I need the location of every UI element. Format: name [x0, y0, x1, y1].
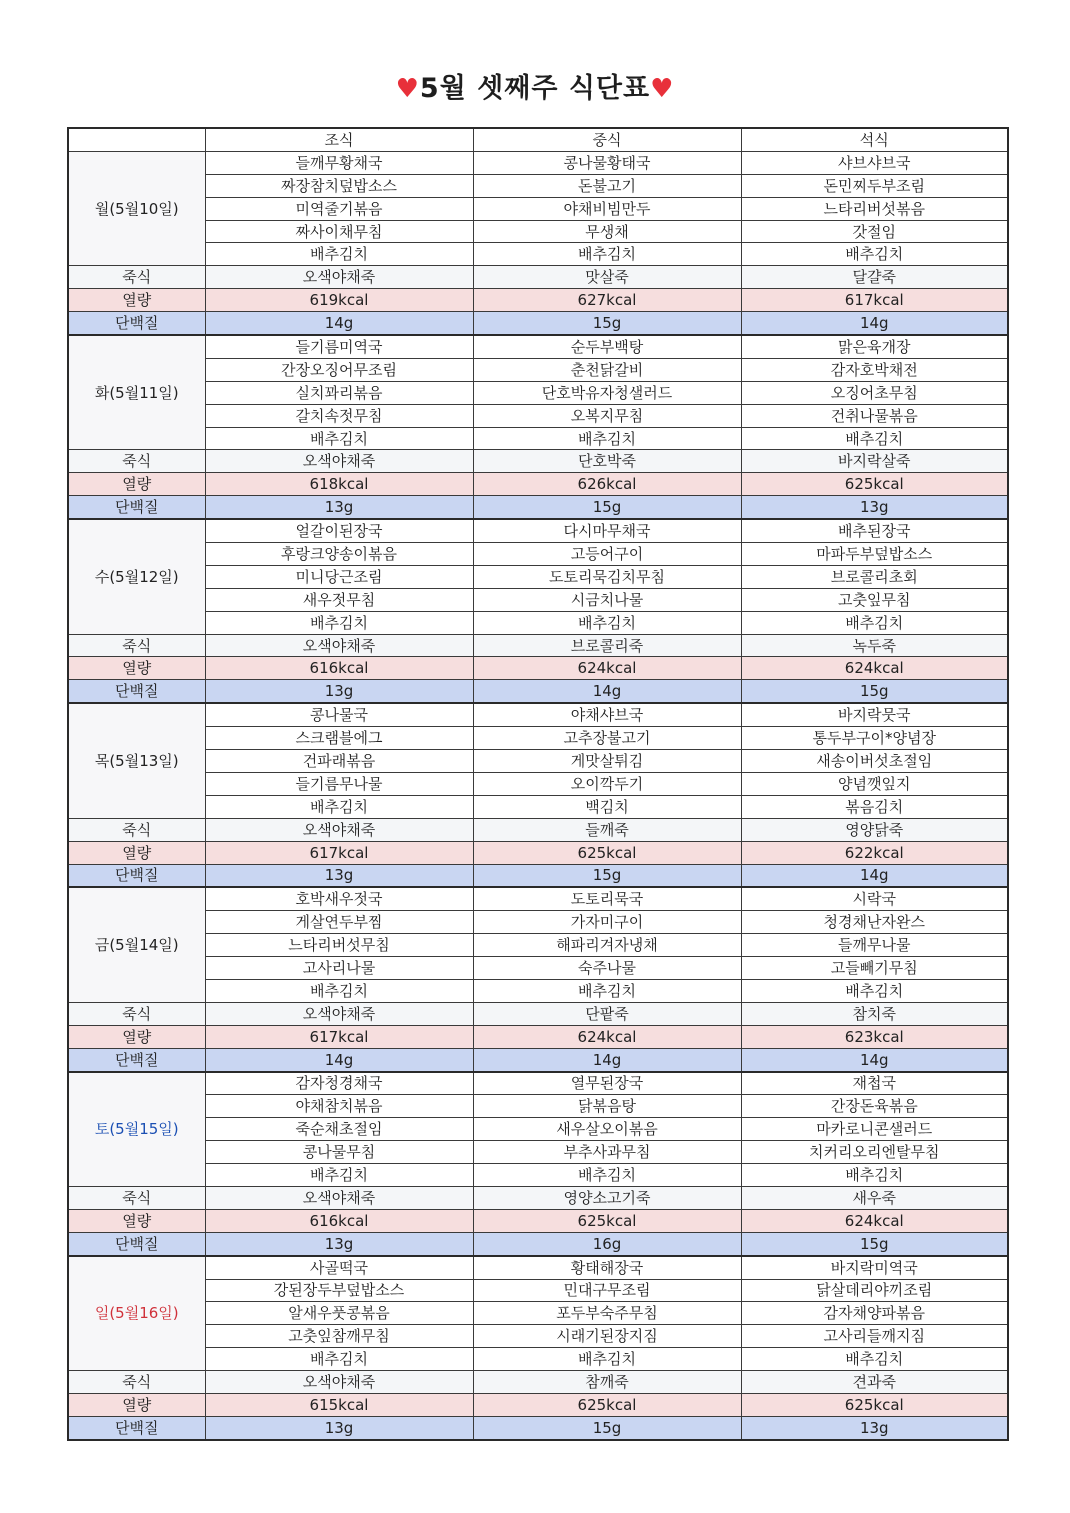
juk-row-label: 죽식 — [68, 818, 205, 841]
juk-row-value: 바지락살죽 — [741, 450, 1008, 473]
page-title — [0, 66, 1070, 105]
protein-row — [68, 680, 1008, 703]
header-row — [68, 128, 1008, 151]
dish-cell: 통두부구이*양념장 — [741, 727, 1008, 750]
dish-cell: 새우젓무침 — [205, 588, 473, 611]
kcal-row-value: 625kcal — [473, 1393, 741, 1416]
header-cell — [68, 128, 205, 151]
dish-cell: 감자청경채국 — [205, 1072, 473, 1095]
dish-cell: 시락국 — [741, 887, 1008, 910]
kcal-row-value: 624kcal — [741, 657, 1008, 680]
dish-cell: 맑은육개장 — [741, 335, 1008, 358]
protein-row-value: 15g — [473, 1416, 741, 1439]
kcal-row-value: 625kcal — [473, 841, 741, 864]
kcal-row-value: 625kcal — [741, 473, 1008, 496]
dish-row — [68, 703, 1008, 726]
juk-row-label: 죽식 — [68, 1186, 205, 1209]
dish-cell: 민대구무조림 — [473, 1279, 741, 1302]
kcal-row-value: 622kcal — [741, 841, 1008, 864]
protein-row — [68, 312, 1008, 335]
dish-row — [68, 543, 1008, 566]
header-breakfast: 조식 — [205, 128, 473, 151]
dish-row — [68, 887, 1008, 910]
dish-cell: 시금치나물 — [473, 588, 741, 611]
kcal-row — [68, 1393, 1008, 1416]
dish-cell: 콩나물국 — [205, 703, 473, 726]
juk-row-value: 달걀죽 — [741, 266, 1008, 289]
title-text: 5월 셋째주 식단표 — [419, 73, 651, 104]
protein-row-value: 14g — [741, 864, 1008, 887]
dish-row — [68, 220, 1008, 243]
protein-row-label: 단백질 — [68, 864, 205, 887]
kcal-row-value: 617kcal — [741, 289, 1008, 312]
dish-cell: 무생채 — [473, 220, 741, 243]
dish-cell: 배추김치 — [205, 1348, 473, 1371]
dish-cell: 춘천닭갈비 — [473, 358, 741, 381]
dish-row — [68, 750, 1008, 773]
dish-cell: 죽순채초절임 — [205, 1118, 473, 1141]
juk-row-value: 참치죽 — [741, 1002, 1008, 1025]
dish-cell: 배추김치 — [205, 979, 473, 1002]
protein-row-value: 13g — [205, 1416, 473, 1439]
kcal-row-value: 625kcal — [473, 1209, 741, 1232]
juk-row — [68, 1186, 1008, 1209]
dish-cell: 마파두부덮밥소스 — [741, 543, 1008, 566]
dish-cell: 간장돈육볶음 — [741, 1095, 1008, 1118]
dish-cell: 배추김치 — [205, 243, 473, 266]
dish-cell: 느타리버섯무침 — [205, 934, 473, 957]
dish-cell: 배추김치 — [473, 1164, 741, 1187]
dish-row — [68, 335, 1008, 358]
protein-row-label: 단백질 — [68, 496, 205, 519]
protein-row-value: 15g — [473, 312, 741, 335]
dish-cell: 오징어초무침 — [741, 381, 1008, 404]
dish-cell: 간장오징어무조림 — [205, 358, 473, 381]
kcal-row — [68, 841, 1008, 864]
dish-cell: 게맛살튀김 — [473, 750, 741, 773]
kcal-row — [68, 1025, 1008, 1048]
dish-cell: 야채샤브국 — [473, 703, 741, 726]
dish-cell: 알새우풋콩볶음 — [205, 1302, 473, 1325]
protein-row-label: 단백질 — [68, 1048, 205, 1071]
dish-cell: 브로콜리초회 — [741, 565, 1008, 588]
dish-cell: 가자미구이 — [473, 911, 741, 934]
protein-row-value: 13g — [741, 1416, 1008, 1439]
protein-row-value: 16g — [473, 1232, 741, 1255]
day-label: 목(5월13일) — [68, 703, 205, 818]
header-lunch: 중식 — [473, 128, 741, 151]
protein-row-value: 14g — [205, 1048, 473, 1071]
dish-cell: 갈치속젓무침 — [205, 404, 473, 427]
day-label: 금(5월14일) — [68, 887, 205, 1002]
juk-row-label: 죽식 — [68, 1002, 205, 1025]
dish-cell: 배추김치 — [473, 979, 741, 1002]
day-label: 화(5월11일) — [68, 335, 205, 450]
dish-cell: 들기름무나물 — [205, 772, 473, 795]
dish-cell: 순두부백탕 — [473, 335, 741, 358]
dish-cell: 야채비빔만두 — [473, 197, 741, 220]
dish-cell: 배추김치 — [473, 427, 741, 450]
dish-cell: 닭살데리야끼조림 — [741, 1279, 1008, 1302]
protein-row-value: 15g — [473, 496, 741, 519]
kcal-row-value: 624kcal — [741, 1209, 1008, 1232]
dish-cell: 감자호박채전 — [741, 358, 1008, 381]
protein-row-value: 14g — [473, 680, 741, 703]
juk-row-value: 맛살죽 — [473, 266, 741, 289]
dish-cell: 바지락뭇국 — [741, 703, 1008, 726]
dish-cell: 배추된장국 — [741, 519, 1008, 542]
dish-cell: 볶음김치 — [741, 795, 1008, 818]
protein-row — [68, 1048, 1008, 1071]
protein-row-value: 14g — [741, 312, 1008, 335]
dish-cell: 미니당근조림 — [205, 565, 473, 588]
kcal-row-value: 623kcal — [741, 1025, 1008, 1048]
meal-table-body — [68, 151, 1008, 1439]
kcal-row — [68, 473, 1008, 496]
dish-cell: 도토리묵김치무침 — [473, 565, 741, 588]
dish-cell: 야채참치볶음 — [205, 1095, 473, 1118]
dish-row — [68, 565, 1008, 588]
dish-row — [68, 174, 1008, 197]
dish-cell: 시래기된장지짐 — [473, 1325, 741, 1348]
dish-row — [68, 1302, 1008, 1325]
protein-row-value: 13g — [205, 1232, 473, 1255]
protein-row — [68, 1416, 1008, 1439]
protein-row-label: 단백질 — [68, 1416, 205, 1439]
protein-row-value: 14g — [741, 1048, 1008, 1071]
kcal-row-value: 617kcal — [205, 1025, 473, 1048]
kcal-row-value: 624kcal — [473, 1025, 741, 1048]
dish-cell: 느타리버섯볶음 — [741, 197, 1008, 220]
dish-cell: 건파래볶음 — [205, 750, 473, 773]
juk-row-value: 참깨죽 — [473, 1371, 741, 1394]
juk-row-value: 오색야채죽 — [205, 450, 473, 473]
juk-row-value: 오색야채죽 — [205, 1186, 473, 1209]
kcal-row-value: 616kcal — [205, 1209, 473, 1232]
dish-cell: 오이깍두기 — [473, 772, 741, 795]
dish-cell: 배추김치 — [741, 979, 1008, 1002]
kcal-row-value: 627kcal — [473, 289, 741, 312]
juk-row — [68, 818, 1008, 841]
protein-row-value: 14g — [205, 312, 473, 335]
kcal-row-label: 열량 — [68, 1025, 205, 1048]
dish-cell: 샤브샤브국 — [741, 151, 1008, 174]
juk-row-value: 녹두죽 — [741, 634, 1008, 657]
dish-cell: 게살연두부찜 — [205, 911, 473, 934]
juk-row-label: 죽식 — [68, 1371, 205, 1394]
kcal-row-value: 624kcal — [473, 657, 741, 680]
dish-row — [68, 1095, 1008, 1118]
protein-row-value: 15g — [741, 680, 1008, 703]
protein-row-label: 단백질 — [68, 312, 205, 335]
kcal-row-value: 617kcal — [205, 841, 473, 864]
juk-row-value: 들깨죽 — [473, 818, 741, 841]
kcal-row-label: 열량 — [68, 841, 205, 864]
dish-cell: 부추사과무침 — [473, 1141, 741, 1164]
dish-cell: 배추김치 — [741, 427, 1008, 450]
protein-row-value: 13g — [741, 496, 1008, 519]
dish-cell: 들깨무황채국 — [205, 151, 473, 174]
dish-cell: 들깨무나물 — [741, 934, 1008, 957]
dish-row — [68, 795, 1008, 818]
juk-row-value: 오색야채죽 — [205, 634, 473, 657]
juk-row-label: 죽식 — [68, 634, 205, 657]
juk-row — [68, 450, 1008, 473]
dish-cell: 백김치 — [473, 795, 741, 818]
dish-cell: 닭볶음탕 — [473, 1095, 741, 1118]
kcal-row-value: 615kcal — [205, 1393, 473, 1416]
day-label: 토(5월15일) — [68, 1072, 205, 1187]
protein-row — [68, 1232, 1008, 1255]
dish-cell: 고춧잎무침 — [741, 588, 1008, 611]
heart-icon: ♥ — [650, 74, 675, 104]
kcal-row-label: 열량 — [68, 1393, 205, 1416]
day-label: 수(5월12일) — [68, 519, 205, 634]
kcal-row-value: 619kcal — [205, 289, 473, 312]
dish-cell: 돈불고기 — [473, 174, 741, 197]
dish-cell: 포두부숙주무침 — [473, 1302, 741, 1325]
dish-cell: 감자채양파볶음 — [741, 1302, 1008, 1325]
dish-row — [68, 934, 1008, 957]
dish-cell: 후랑크양송이볶음 — [205, 543, 473, 566]
dish-cell: 고사리들깨지짐 — [741, 1325, 1008, 1348]
dish-row — [68, 727, 1008, 750]
dish-cell: 강된장두부덮밥소스 — [205, 1279, 473, 1302]
dish-cell: 배추김치 — [741, 1348, 1008, 1371]
protein-row — [68, 864, 1008, 887]
juk-row-value: 오색야채죽 — [205, 818, 473, 841]
dish-cell: 바지락미역국 — [741, 1256, 1008, 1279]
kcal-row — [68, 1209, 1008, 1232]
kcal-row-value: 625kcal — [741, 1393, 1008, 1416]
protein-row — [68, 496, 1008, 519]
day-label: 일(5월16일) — [68, 1256, 205, 1371]
dish-cell: 짜사이채무침 — [205, 220, 473, 243]
kcal-row — [68, 289, 1008, 312]
dish-row — [68, 979, 1008, 1002]
juk-row-value: 단호박죽 — [473, 450, 741, 473]
dish-cell: 다시마무채국 — [473, 519, 741, 542]
dish-cell: 단호박유자청샐러드 — [473, 381, 741, 404]
dish-cell: 새송이버섯초절임 — [741, 750, 1008, 773]
dish-cell: 황태해장국 — [473, 1256, 741, 1279]
dish-cell: 미역줄기볶음 — [205, 197, 473, 220]
protein-row-value: 14g — [473, 1048, 741, 1071]
dish-cell: 고등어구이 — [473, 543, 741, 566]
juk-row — [68, 1371, 1008, 1394]
dish-cell: 재첩국 — [741, 1072, 1008, 1095]
juk-row-value: 오색야채죽 — [205, 266, 473, 289]
dish-cell: 마카로니콘샐러드 — [741, 1118, 1008, 1141]
dish-cell: 콩나물무침 — [205, 1141, 473, 1164]
kcal-row-label: 열량 — [68, 657, 205, 680]
dish-row — [68, 1256, 1008, 1279]
dish-cell: 배추김치 — [205, 427, 473, 450]
dish-cell: 고사리나물 — [205, 957, 473, 980]
kcal-row-value: 626kcal — [473, 473, 741, 496]
juk-row-value: 오색야채죽 — [205, 1371, 473, 1394]
dish-row — [68, 151, 1008, 174]
dish-cell: 스크램블에그 — [205, 727, 473, 750]
dish-row — [68, 1164, 1008, 1187]
kcal-row — [68, 657, 1008, 680]
protein-row-value: 15g — [741, 1232, 1008, 1255]
dish-cell: 건취나물볶음 — [741, 404, 1008, 427]
dish-row — [68, 911, 1008, 934]
dish-row — [68, 611, 1008, 634]
juk-row-value: 영양소고기죽 — [473, 1186, 741, 1209]
juk-row — [68, 1002, 1008, 1025]
juk-row-value: 영양닭죽 — [741, 818, 1008, 841]
dish-cell: 도토리묵국 — [473, 887, 741, 910]
protein-row-value: 13g — [205, 680, 473, 703]
dish-row — [68, 1348, 1008, 1371]
heart-icon: ♥ — [395, 74, 420, 104]
kcal-row-label: 열량 — [68, 289, 205, 312]
dish-cell: 사골떡국 — [205, 1256, 473, 1279]
dish-cell: 해파리겨자냉채 — [473, 934, 741, 957]
kcal-row-value: 618kcal — [205, 473, 473, 496]
day-label: 월(5월10일) — [68, 151, 205, 265]
dish-cell: 배추김치 — [205, 795, 473, 818]
dish-row — [68, 772, 1008, 795]
dish-cell: 콩나물황태국 — [473, 151, 741, 174]
dish-row — [68, 1072, 1008, 1095]
dish-row — [68, 427, 1008, 450]
dish-cell: 돈민찌두부조림 — [741, 174, 1008, 197]
protein-row-value: 13g — [205, 864, 473, 887]
dish-row — [68, 243, 1008, 266]
protein-row-value: 15g — [473, 864, 741, 887]
dish-cell: 오복지무침 — [473, 404, 741, 427]
header-dinner: 석식 — [741, 128, 1008, 151]
dish-cell: 배추김치 — [473, 1348, 741, 1371]
dish-cell: 호박새우젓국 — [205, 887, 473, 910]
dish-cell: 배추김치 — [741, 243, 1008, 266]
meal-table — [67, 127, 1009, 1441]
dish-row — [68, 1325, 1008, 1348]
juk-row-value: 견과죽 — [741, 1371, 1008, 1394]
dish-row — [68, 404, 1008, 427]
juk-row — [68, 634, 1008, 657]
dish-row — [68, 1118, 1008, 1141]
dish-cell: 열무된장국 — [473, 1072, 741, 1095]
dish-cell: 숙주나물 — [473, 957, 741, 980]
dish-cell: 배추김치 — [473, 611, 741, 634]
juk-row-value: 오색야채죽 — [205, 1002, 473, 1025]
dish-cell: 새우살오이볶음 — [473, 1118, 741, 1141]
juk-row — [68, 266, 1008, 289]
juk-row-label: 죽식 — [68, 450, 205, 473]
dish-row — [68, 1141, 1008, 1164]
dish-cell: 배추김치 — [741, 1164, 1008, 1187]
protein-row-label: 단백질 — [68, 1232, 205, 1255]
dish-cell: 짜장참치덮밥소스 — [205, 174, 473, 197]
dish-row — [68, 519, 1008, 542]
dish-cell: 배추김치 — [205, 1164, 473, 1187]
dish-cell: 양념깻잎지 — [741, 772, 1008, 795]
dish-cell: 고추장불고기 — [473, 727, 741, 750]
dish-row — [68, 381, 1008, 404]
dish-cell: 청경채난자완스 — [741, 911, 1008, 934]
kcal-row-label: 열량 — [68, 1209, 205, 1232]
dish-cell: 들기름미역국 — [205, 335, 473, 358]
protein-row-label: 단백질 — [68, 680, 205, 703]
dish-row — [68, 197, 1008, 220]
dish-cell: 치커리오리엔탈무침 — [741, 1141, 1008, 1164]
dish-cell: 고들빼기무침 — [741, 957, 1008, 980]
dish-cell: 갓절임 — [741, 220, 1008, 243]
juk-row-label: 죽식 — [68, 266, 205, 289]
juk-row-value: 단팥죽 — [473, 1002, 741, 1025]
juk-row-value: 새우죽 — [741, 1186, 1008, 1209]
dish-cell: 배추김치 — [205, 611, 473, 634]
dish-cell: 실치꽈리볶음 — [205, 381, 473, 404]
dish-cell: 배추김치 — [741, 611, 1008, 634]
dish-cell: 얼갈이된장국 — [205, 519, 473, 542]
protein-row-value: 13g — [205, 496, 473, 519]
dish-cell: 고춧잎참깨무침 — [205, 1325, 473, 1348]
kcal-row-value: 616kcal — [205, 657, 473, 680]
juk-row-value: 브로콜리죽 — [473, 634, 741, 657]
dish-cell: 배추김치 — [473, 243, 741, 266]
dish-row — [68, 588, 1008, 611]
dish-row — [68, 358, 1008, 381]
dish-row — [68, 1279, 1008, 1302]
kcal-row-label: 열량 — [68, 473, 205, 496]
dish-row — [68, 957, 1008, 980]
